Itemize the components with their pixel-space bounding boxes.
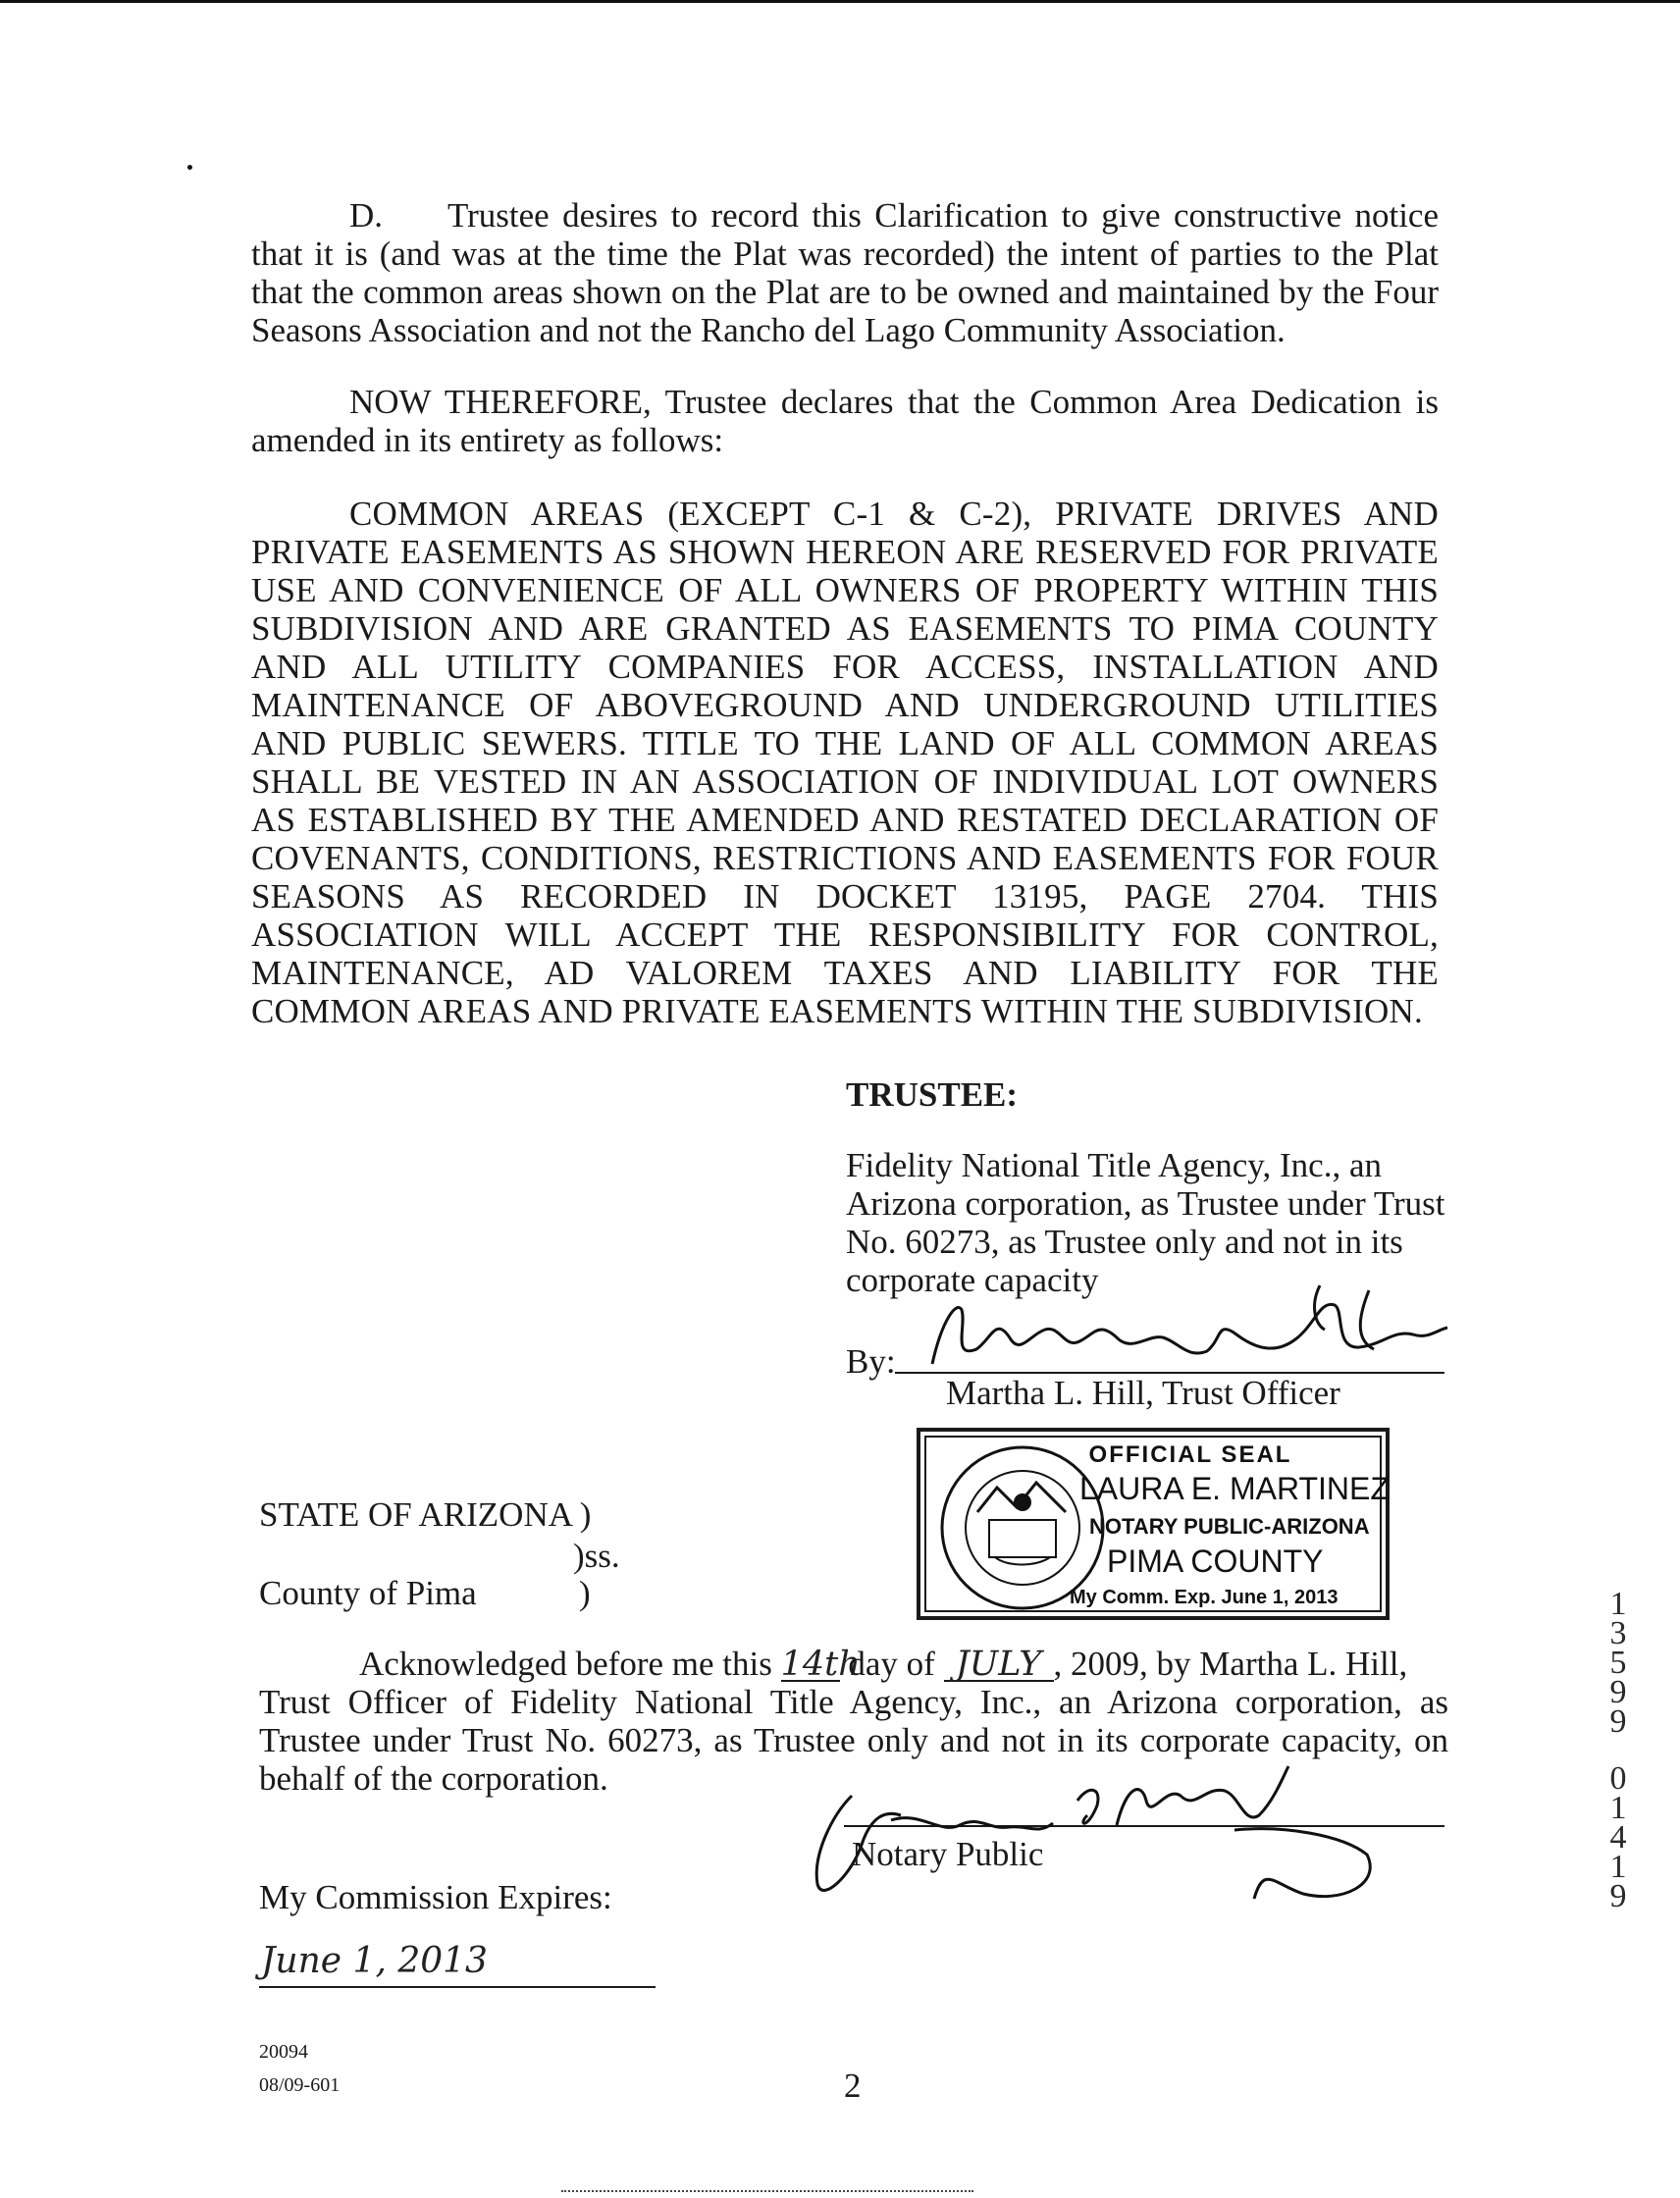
commission-expires-label: My Commission Expires: bbox=[259, 1878, 612, 1916]
bottom-scan-edge bbox=[561, 2190, 973, 2192]
acknowledgment-first-line bbox=[251, 1645, 1448, 1683]
trustee-line-1: Fidelity National Title Agency, Inc., an bbox=[846, 1146, 1383, 1184]
recording-digit: 9 bbox=[1609, 1878, 1627, 1914]
trustee-line-2: Arizona corporation, as Trustee under Trust bbox=[846, 1184, 1445, 1223]
recording-digit: 1 bbox=[1609, 1586, 1627, 1622]
recording-digit: 5 bbox=[1609, 1645, 1627, 1681]
seal-notary-name: LAURA E. MARTINEZ bbox=[1079, 1471, 1390, 1506]
notary-public-label: Notary Public bbox=[852, 1835, 1044, 1873]
venue-ss: )ss. bbox=[573, 1537, 620, 1575]
recording-digit: 4 bbox=[1609, 1819, 1627, 1856]
page-number: 2 bbox=[844, 2067, 862, 2105]
trustee-line-4: corporate capacity bbox=[846, 1261, 1099, 1299]
commission-expires-date: June 1, 2013 bbox=[261, 1941, 488, 1981]
recording-digit: 9 bbox=[1609, 1674, 1627, 1710]
recording-digit: 9 bbox=[1609, 1703, 1627, 1740]
notary-signature bbox=[793, 1756, 1382, 1904]
acknowledgment-day-of: day of bbox=[848, 1645, 935, 1683]
paragraph-d bbox=[251, 196, 1439, 349]
recording-digit: 1 bbox=[1609, 1790, 1627, 1826]
venue-county-paren: ) bbox=[579, 1574, 591, 1612]
acknowledgment-month: JULY bbox=[944, 1648, 1054, 1682]
acknowledgment-continuation: Trust Officer of Fidelity National Title Agency, Inc., an Arizona corporation, as Trustee under Trust No. 60273, as Trustee only and not in its corporate capacity, on behalf of the corporation. bbox=[259, 1683, 1448, 1798]
paragraph-d-text: Trustee desires to record this Clarification to give constructive notice that it is (and was at the time the Plat was recorded) the intent of parties to the Plat that the common areas shown on the Plat are to be owned and maintained by the Four Seasons Association and not the Rancho del Lago Community Association. bbox=[251, 196, 1439, 349]
acknowledgment-prefix: Acknowledged before me this bbox=[359, 1645, 772, 1683]
recording-digit: 3 bbox=[1609, 1615, 1627, 1651]
trustee-line-3: No. 60273, as Trustee only and not in its bbox=[846, 1223, 1403, 1261]
acknowledgment-day: 14th bbox=[780, 1645, 861, 1684]
trustee-signer-name: Martha L. Hill, Trust Officer bbox=[946, 1374, 1340, 1412]
trustee-signature bbox=[922, 1281, 1452, 1379]
footer-reference: 08/09-601 bbox=[259, 2074, 341, 2096]
acknowledgment-year-signer: , 2009, by Martha L. Hill, bbox=[1053, 1645, 1408, 1683]
recording-digit: 1 bbox=[1609, 1849, 1627, 1885]
seal-notary-role: NOTARY PUBLIC-ARIZONA bbox=[1089, 1514, 1370, 1539]
now-therefore-paragraph: NOW THEREFORE, Trustee declares that the Common Area Dedication is amended in its entirety as follows: bbox=[251, 383, 1439, 459]
seal-expiration: My Comm. Exp. June 1, 2013 bbox=[1070, 1587, 1339, 1608]
footer-doc-number: 20094 bbox=[259, 2041, 308, 2063]
top-edge-rule bbox=[0, 0, 1680, 3]
seal-county: PIMA COUNTY bbox=[1107, 1544, 1324, 1579]
by-label: By: bbox=[846, 1342, 896, 1381]
trustee-heading: TRUSTEE: bbox=[846, 1075, 1019, 1114]
recording-number bbox=[1603, 1586, 1633, 1914]
notary-seal bbox=[917, 1428, 1390, 1620]
commission-date-line bbox=[259, 1986, 656, 1988]
venue-county: County of Pima bbox=[259, 1574, 477, 1612]
scan-mark bbox=[187, 165, 192, 170]
paragraph-d-label: D. bbox=[349, 196, 384, 235]
trustee-entity bbox=[846, 1146, 1454, 1299]
common-area-dedication: COMMON AREAS (EXCEPT C-1 & C-2), PRIVATE DRIVES AND PRIVATE EASEMENTS AS SHOWN HEREON ARE RESERVED FOR PRIVATE USE AND CONVENIENCE OF ALL OWNERS OF PROPERTY WITHIN THIS SUBDIVISION AND ARE GRANTED AS EASEMENTS TO PIMA COUNTY AND ALL UTILITY COMPANIES FOR ACCESS, INSTALLATION AND MAINTENANCE OF ABOVEGROUND AND UNDERGROUND UTILITIES AND PUBLIC SEWERS. TITLE TO THE LAND OF ALL COMMON AREAS SHALL BE VESTED IN AN ASSOCIATION OF INDIVIDUAL LOT OWNERS AS ESTABLISHED BY THE AMENDED AND RESTATED DECLARATION OF COVENANTS, CONDITIONS, RESTRICTIONS AND EASEMENTS FOR FOUR SEASONS AS RECORDED IN DOCKET 13195, PAGE 2704. THIS ASSOCIATION WILL ACCEPT THE RESPONSIBILITY FOR CONTROL, MAINTENANCE, AD VALOREM TAXES AND LIABILITY FOR THE COMMON AREAS AND PRIVATE EASEMENTS WITHIN THE SUBDIVISION. bbox=[251, 495, 1439, 1030]
seal-title: OFFICIAL SEAL bbox=[1088, 1441, 1292, 1468]
recording-digit: 0 bbox=[1609, 1760, 1627, 1797]
venue-state: STATE OF ARIZONA ) bbox=[259, 1495, 592, 1534]
